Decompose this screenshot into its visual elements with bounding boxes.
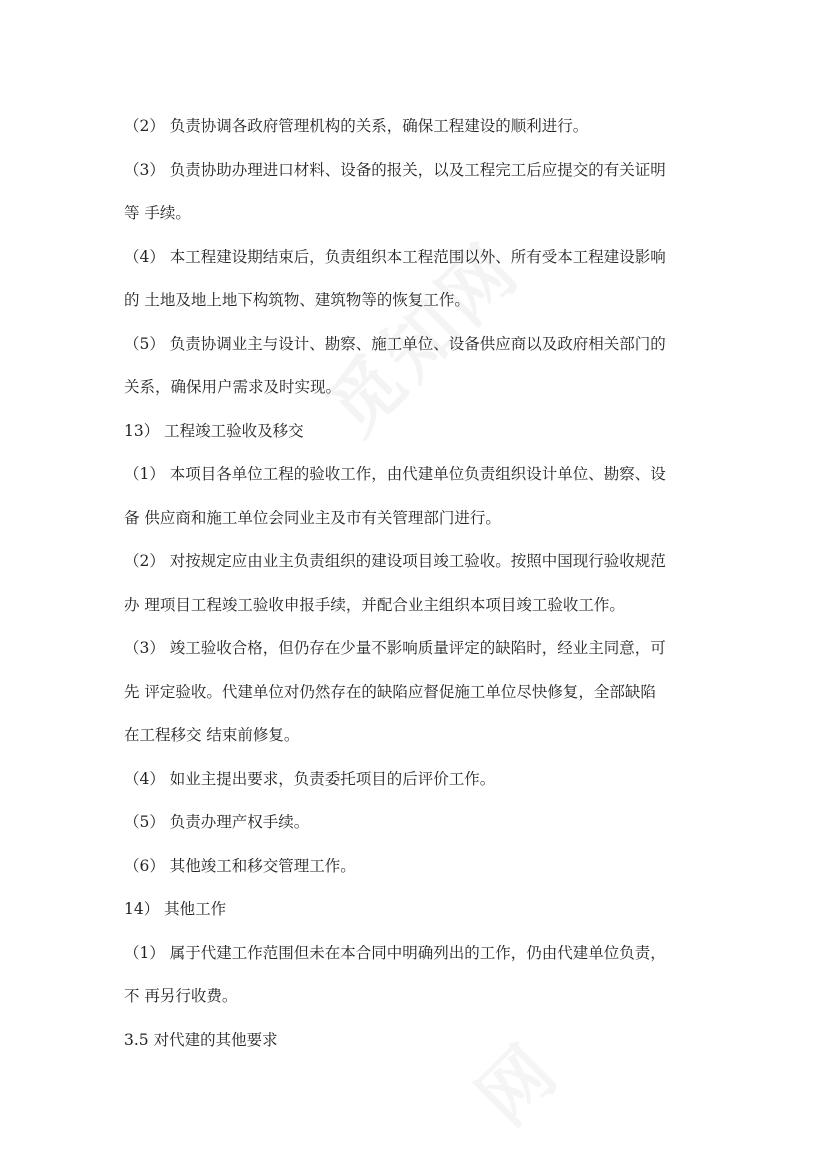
text-line-12: 办 理项目工程竣工验收申报手续，并配合业主组织本项目竣工验收工作。 — [124, 595, 625, 614]
section-heading-13: 13） 工程竣工验收及移交 — [124, 421, 304, 440]
section-heading-3-5: 3.5 对代建的其他要求 — [124, 1030, 278, 1049]
text-line-9: （1） 本项目各单位工程的验收工作，由代建单位负责组织设计单位、勘察、设 — [124, 465, 666, 483]
text-line-2: （3） 负责协助办理进口材料、设备的报关，以及工程完工后应提交的有关证明 — [124, 160, 666, 179]
text-line-1: （2） 负责协调各政府管理机构的关系，确保工程建设的顺利进行。 — [124, 117, 589, 135]
text-line-17: （5） 负责办理产权手续。 — [124, 813, 310, 831]
section-heading-14: 14） 其他工作 — [124, 900, 227, 918]
text-line-3: 等 手续。 — [124, 204, 191, 222]
text-line-10: 备 供应商和施工单位会同业主及市有关管理部门进行。 — [124, 508, 501, 527]
document-body — [124, 105, 710, 1062]
text-line-4: （4） 本工程建设期结束后，负责组织本工程范围以外、所有受本工程建设影响 — [124, 247, 666, 266]
text-line-7: 关系，确保用户需求及时实现。 — [124, 378, 342, 396]
text-line-13: （3） 竣工验收合格，但仍存在少量不影响质量评定的缺陷时，经业主同意，可 — [124, 639, 666, 657]
text-line-11: （2） 对按规定应由业主负责组织的建设项目竣工验收。按照中国现行验收规范 — [124, 552, 666, 570]
text-line-6: （5） 负责协调业主与设计、勘察、施工单位、设备供应商以及政府相关部门的 — [124, 334, 666, 353]
text-line-5: 的 土地及地上地下构筑物、建筑物等的恢复工作。 — [124, 291, 470, 309]
text-line-21: 不 再另行收费。 — [124, 987, 238, 1005]
text-line-14: 先 评定验收。代建单位对仍然存在的缺陷应督促施工单位尽快修复，全部缺陷 — [124, 682, 656, 701]
text-line-16: （4） 如业主提出要求，负责委托项目的后评价工作。 — [124, 769, 496, 788]
text-line-15: 在工程移交 结束前修复。 — [124, 726, 300, 744]
text-line-20: （1） 属于代建工作范围但未在本合同中明确列出的工作，仍由代建单位负责， — [124, 943, 666, 962]
text-line-18: （6） 其他竣工和移交管理工作。 — [124, 856, 356, 875]
